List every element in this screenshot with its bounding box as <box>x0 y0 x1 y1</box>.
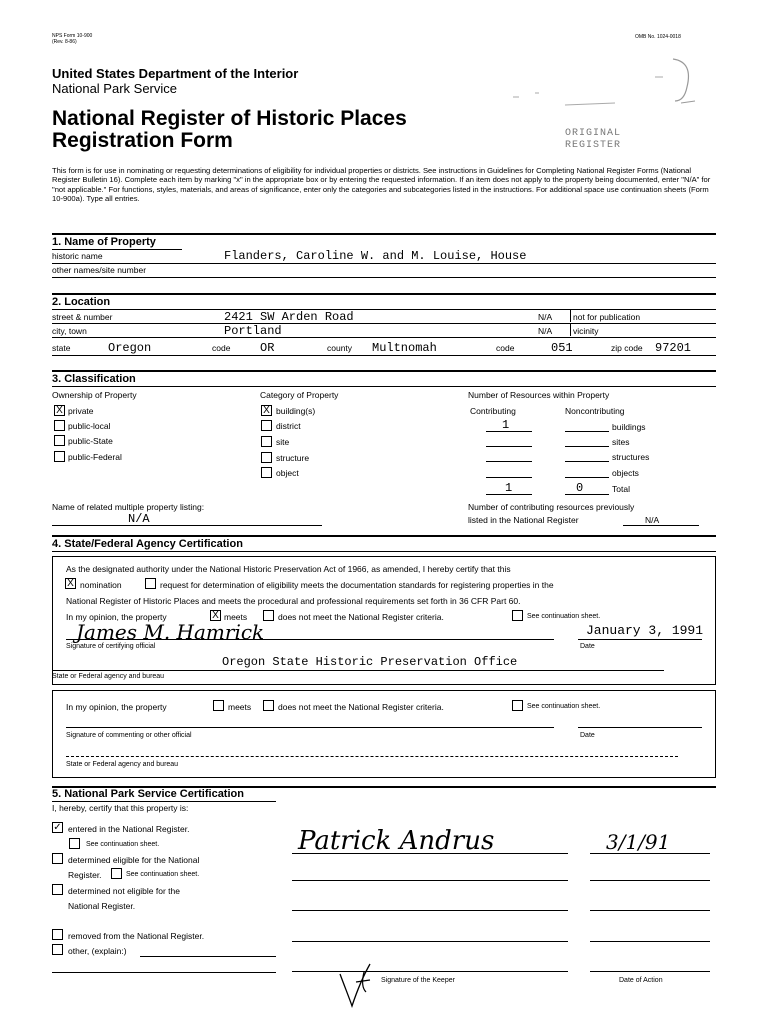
street-na-box <box>570 310 571 322</box>
section3-heading: 3. Classification <box>52 373 136 385</box>
contrib-buildings-value[interactable]: 1 <box>502 418 510 432</box>
section4-heading: 4. State/Federal Agency Certification <box>52 538 243 550</box>
action-date-line-2 <box>590 880 710 881</box>
noncontrib-structures-line <box>565 461 609 462</box>
structures-label: structures <box>612 452 650 462</box>
keeper-line-1 <box>292 853 568 854</box>
nomination-label: nomination <box>80 580 122 590</box>
certifying-signature: James M. Hamrick <box>76 620 265 644</box>
action-date-label: Date of Action <box>619 977 663 984</box>
meets2-checkbox[interactable] <box>213 700 224 711</box>
county-code-value[interactable]: 051 <box>551 341 573 355</box>
other-names-label: other names/site number <box>52 265 147 275</box>
category-site-label: site <box>276 437 290 447</box>
nomination-checkbox[interactable]: X <box>65 578 76 589</box>
agency2-label: State or Federal agency and bureau <box>66 761 179 768</box>
removed-label: removed from the National Register. <box>68 931 205 941</box>
continuation-label-1: See continuation sheet. <box>527 613 601 620</box>
department-name: United States Department of the Interior <box>52 66 299 81</box>
other-names-line <box>52 277 716 278</box>
previously-listed-label2: listed in the National Register <box>468 515 579 525</box>
certification-para-line3: National Register of Historic Places and meets the procedural and professional requirements set forth in 36 CFR Part 60. <box>66 596 521 606</box>
see-cont-label-1: See continuation sheet. <box>86 841 160 848</box>
state-code-value[interactable]: OR <box>260 341 275 355</box>
meets-label: meets <box>224 612 248 622</box>
eligible-label1: determined eligible for the National <box>68 855 200 865</box>
agency-label: State or Federal agency and bureau <box>52 673 165 680</box>
other-checkbox[interactable] <box>52 944 63 955</box>
action-date-line-5 <box>590 971 710 972</box>
meets2-label: meets <box>228 702 252 712</box>
certification-date-value[interactable]: January 3, 1991 <box>586 623 704 638</box>
related-listing-line <box>52 525 322 526</box>
other-explain-line <box>140 956 276 957</box>
ownership-label: Ownership of Property <box>52 390 137 400</box>
vicinity-label: vicinity <box>573 326 599 336</box>
certification-date-line <box>578 639 702 640</box>
state-value[interactable]: Oregon <box>108 341 152 355</box>
does-not-meet-label: does not meet the National Register criteria. <box>278 612 444 622</box>
instructions-paragraph: This form is for use in nominating or requesting determinations of eligibility for individual properties or districts. See instructions in Guidelines for Completing National Register Forms (National Register Bulletin 16). Complete each item by marking "x" in the appropriate box or by entering the requested information. If an item does not apply to the property being documented, enter "N/A" for "not applicable." For functions, styles, materials, and areas of significance, enter only the categories and subcategories listed in the instructions. For additional space use continuation sheets (Form 10-900a). Type all entries. <box>52 166 711 204</box>
entered-label: entered in the National Register. <box>68 824 190 834</box>
previously-listed-label1: Number of contributing resources previously <box>468 502 635 512</box>
section2-heading: 2. Location <box>52 296 111 308</box>
category-structure-checkbox[interactable] <box>261 452 272 463</box>
form-title-line2: Registration Form <box>52 129 233 152</box>
noncontrib-sites-line <box>565 446 609 447</box>
section1-heading: 1. Name of Property <box>52 236 156 248</box>
city-na-box <box>570 324 571 336</box>
eligible-checkbox[interactable] <box>52 853 63 864</box>
does-not-meet2-checkbox[interactable] <box>263 700 274 711</box>
does-not-meet2-label: does not meet the National Register criteria. <box>278 702 444 712</box>
zip-value[interactable]: 97201 <box>655 341 692 355</box>
category-object-checkbox[interactable] <box>261 467 272 478</box>
section3-top-rule <box>52 370 716 372</box>
state-line <box>52 355 716 356</box>
section5-heading: 5. National Park Service Certification <box>52 788 244 800</box>
continuation-checkbox-1[interactable] <box>512 610 523 621</box>
city-value[interactable]: Portland <box>224 324 282 338</box>
section2-heading-rule <box>52 309 716 310</box>
action-date-value[interactable]: 3/1/91 <box>606 830 671 854</box>
form-number: NPS Form 10-900 <box>52 33 93 39</box>
noncontrib-total-line <box>565 494 609 495</box>
form-title-line1: National Register of Historic Places <box>52 107 407 130</box>
county-code-label: code <box>496 343 515 353</box>
noncontrib-total-value[interactable]: 0 <box>576 481 584 495</box>
action-date-line-1 <box>590 853 710 854</box>
state-code-label: code <box>212 343 231 353</box>
noncontrib-buildings-line <box>565 431 609 432</box>
ownership-local-checkbox[interactable] <box>54 420 65 431</box>
category-object-label: object <box>276 468 299 478</box>
not-eligible-label1: determined not eligible for the <box>68 886 180 896</box>
omb-number: OMB No. 1024-0018 <box>635 34 681 40</box>
see-cont-label-2: See continuation sheet. <box>126 871 200 878</box>
other-explain-line-2 <box>52 972 276 973</box>
ownership-private-checkbox[interactable]: X <box>54 405 65 416</box>
noncontributing-label: Noncontributing <box>565 406 625 416</box>
noncontrib-objects-line <box>565 477 609 478</box>
category-structure-label: structure <box>276 453 310 463</box>
city-na: N/A <box>538 326 553 336</box>
section1-top-rule <box>52 233 716 235</box>
street-label: street & number <box>52 312 113 322</box>
certification-date-label: Date <box>580 643 595 650</box>
contrib-sites-line <box>486 446 532 447</box>
section3-heading-rule <box>52 386 716 387</box>
historic-name-line <box>52 263 716 264</box>
section1-heading-rule <box>52 249 182 250</box>
section4-top-rule <box>52 535 716 537</box>
state-label: state <box>52 343 71 353</box>
contrib-objects-line <box>486 477 532 478</box>
agency2-line <box>66 756 678 757</box>
resources-label: Number of Resources within Property <box>468 390 610 400</box>
street-value[interactable]: 2421 SW Arden Road <box>224 310 354 324</box>
action-date-line-4 <box>590 941 710 942</box>
keeper-initials <box>336 960 380 1010</box>
keeper-line-5 <box>292 971 568 972</box>
eligible-label2: Register. <box>68 870 102 880</box>
stamp-text-line2: REGISTER <box>565 140 622 151</box>
historic-name-value[interactable]: Flanders, Caroline W. and M. Louise, House <box>224 249 527 263</box>
request-checkbox[interactable] <box>145 578 156 589</box>
request-label: request for determination of eligibility meets the documentation standards for registering properties in the <box>160 580 554 590</box>
category-label: Category of Property <box>260 390 339 400</box>
street-na: N/A <box>538 312 553 322</box>
contrib-buildings-line <box>486 431 532 432</box>
other-label: other, (explain:) <box>68 946 127 956</box>
related-listing-label: Name of related multiple property listing: <box>52 502 205 512</box>
not-eligible-checkbox[interactable] <box>52 884 63 895</box>
not-for-publication-label: not for publication <box>573 312 641 322</box>
category-district-checkbox[interactable] <box>261 420 272 431</box>
previously-listed-value[interactable]: N/A <box>645 515 660 525</box>
agency-value[interactable]: Oregon State Historic Preservation Office <box>222 655 518 669</box>
keeper-signature-label: Signature of the Keeper <box>381 977 455 984</box>
form-revision: (Rev. 8-86) <box>52 39 77 45</box>
keeper-line-2 <box>292 880 568 881</box>
objects-label: objects <box>612 468 639 478</box>
contrib-total-line <box>486 494 532 495</box>
ownership-federal-checkbox[interactable] <box>54 451 65 462</box>
historic-name-label: historic name <box>52 251 103 261</box>
category-district-label: district <box>276 421 301 431</box>
service-name: National Park Service <box>52 81 177 96</box>
zip-label: zip code <box>611 343 643 353</box>
contrib-structures-line <box>486 461 532 462</box>
ownership-state-label: public-State <box>68 436 113 446</box>
opinion2-label: In my opinion, the property <box>66 702 167 712</box>
opinion-label: In my opinion, the property <box>66 612 167 622</box>
agency-line <box>52 670 664 671</box>
meets-checkbox[interactable]: X <box>210 610 221 621</box>
section4-heading-rule <box>52 551 716 552</box>
action-date-line-3 <box>590 910 710 911</box>
commenting-date-line <box>578 727 702 728</box>
does-not-meet-checkbox[interactable] <box>263 610 274 621</box>
county-value[interactable]: Multnomah <box>372 341 437 355</box>
sites-label: sites <box>612 437 630 447</box>
contrib-total-value[interactable]: 1 <box>505 481 513 495</box>
commenting-signature-label: Signature of commenting or other official <box>66 732 192 739</box>
category-building-checkbox[interactable]: X <box>261 405 272 416</box>
street-line <box>52 323 716 324</box>
certifying-signature-line <box>66 639 554 640</box>
city-label: city, town <box>52 326 87 336</box>
certifying-signature-label: Signature of certifying official <box>66 643 156 650</box>
commenting-date-label: Date <box>580 732 595 739</box>
ownership-local-label: public-local <box>68 421 111 431</box>
county-label: county <box>327 343 353 353</box>
not-eligible-label2: National Register. <box>68 901 136 911</box>
see-cont-checkbox-1[interactable] <box>69 838 80 849</box>
removed-checkbox[interactable] <box>52 929 63 940</box>
keeper-line-4 <box>292 941 568 942</box>
ownership-federal-label: public-Federal <box>68 452 122 462</box>
section5-heading-rule <box>52 801 276 802</box>
continuation-checkbox-2[interactable] <box>512 700 523 711</box>
previously-listed-line <box>623 525 699 526</box>
keeper-signature: Patrick Andrus <box>298 826 495 856</box>
city-line <box>52 337 716 338</box>
commenting-signature-line <box>66 727 554 728</box>
ownership-state-checkbox[interactable] <box>54 435 65 446</box>
certification-para-line1: As the designated authority under the National Historic Preservation Act of 1966, as amended, I hereby certify that this <box>66 564 511 574</box>
see-cont-checkbox-2[interactable] <box>111 868 122 879</box>
continuation-label-2: See continuation sheet. <box>527 703 601 710</box>
related-listing-value[interactable]: N/A <box>128 512 150 526</box>
entered-checkbox[interactable]: ✓ <box>53 822 62 833</box>
total-label: Total <box>612 484 630 494</box>
nps-intro: I, hereby, certify that this property is: <box>52 803 189 813</box>
category-site-checkbox[interactable] <box>261 436 272 447</box>
category-building-label: building(s) <box>276 406 316 416</box>
stamp-text-line1: ORIGINAL <box>565 128 622 139</box>
section2-top-rule <box>52 293 716 295</box>
ownership-private-label: private <box>68 406 94 416</box>
buildings-label: buildings <box>612 422 646 432</box>
keeper-line-3 <box>292 910 568 911</box>
contributing-label: Contributing <box>470 406 516 416</box>
